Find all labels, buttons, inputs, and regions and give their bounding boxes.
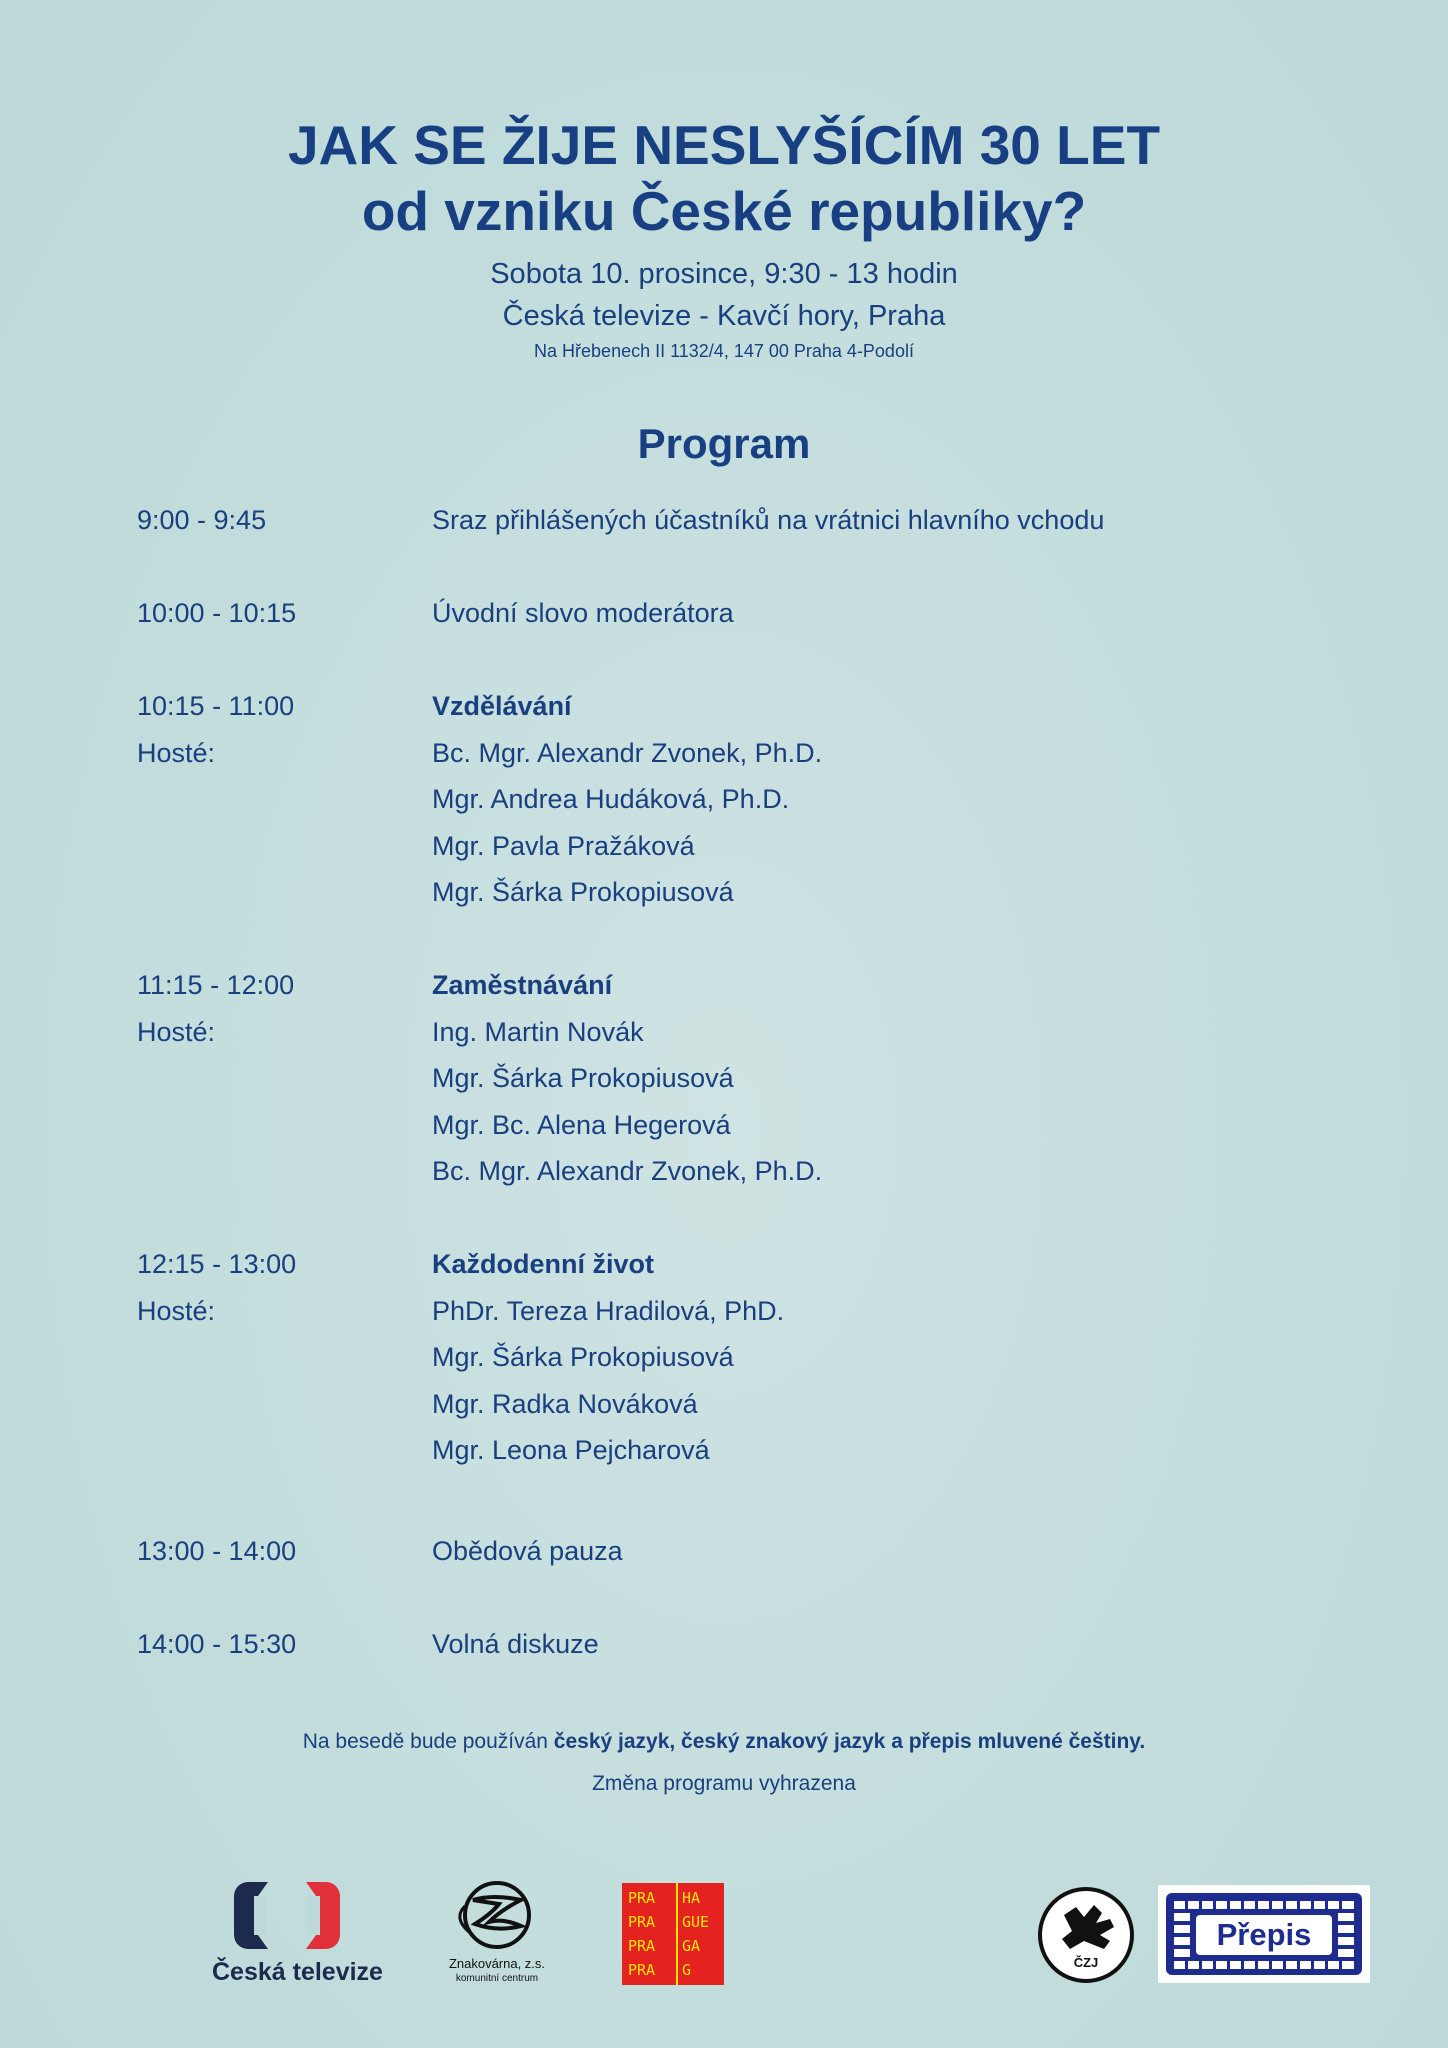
schedule-text: Obědová pauza <box>432 1535 623 1566</box>
guest-row <box>137 1055 1317 1102</box>
schedule-text: Volná diskuze <box>432 1628 599 1659</box>
guests-label: Hosté: <box>137 1295 216 1326</box>
guest-row <box>137 730 1317 777</box>
guest-name: Mgr. Pavla Pražáková <box>432 830 695 861</box>
guest-name: Ing. Martin Novák <box>432 1016 644 1047</box>
ct-logo-text: Česká televize <box>212 1958 383 1986</box>
praha-logo <box>622 1883 724 1985</box>
signing-hand-icon <box>1036 1885 1136 1985</box>
guest-row <box>137 1427 1317 1474</box>
guest-row <box>137 1334 1317 1381</box>
schedule-text: Úvodní slovo moderátora <box>432 598 734 628</box>
czj-text: ČZJ <box>1073 1955 1099 1970</box>
schedule-row <box>137 1621 1317 1668</box>
znakovarna-logo <box>437 1878 557 1990</box>
program-heading: Program <box>637 420 811 467</box>
schedule-time: 11:15 - 12:00 <box>137 970 295 1000</box>
guest-row <box>137 1288 1317 1335</box>
guest-name: Mgr. Andrea Hudáková, Ph.D. <box>432 784 790 814</box>
schedule-time: 10:00 - 10:15 <box>137 598 297 628</box>
session-topic: Zaměstnávání <box>432 970 613 1000</box>
guest-row <box>137 1381 1317 1428</box>
schedule-row <box>137 683 1317 730</box>
schedule <box>137 497 1317 1667</box>
schedule-time: 13:00 - 14:00 <box>137 1535 297 1566</box>
znakovarna-name: Znakovárna, z.s. <box>448 1956 546 1971</box>
schedule-time: 14:00 - 15:30 <box>137 1628 297 1659</box>
schedule-row <box>137 590 1317 637</box>
guest-name: Mgr. Leona Pejcharová <box>432 1435 710 1465</box>
schedule-text: Sraz přihlášených účastníků na vrátnici hlavního vchodu <box>432 505 1105 535</box>
title-line-2: od vzniku České republiky? <box>361 180 1087 242</box>
language-note-prefix: Na besedě bude používán <box>302 1730 554 1753</box>
guest-name: Mgr. Šárka Prokopiusová <box>432 1063 734 1093</box>
guest-row <box>137 776 1317 823</box>
schedule-time: 12:15 - 13:00 <box>137 1249 297 1279</box>
prepis-logo <box>1158 1885 1370 1983</box>
guest-name: PhDr. Tereza Hradilová, PhD. <box>432 1295 785 1326</box>
guest-name: Mgr. Radka Nováková <box>432 1388 698 1419</box>
guest-row <box>137 1148 1317 1195</box>
praha-logo-left: PRA PRA PRA PRA <box>622 1883 678 1985</box>
guest-row <box>137 869 1317 916</box>
guest-name: Mgr. Šárka Prokopiusová <box>432 877 734 907</box>
guests-label: Hosté: <box>137 1016 216 1047</box>
language-note-bold: český jazyk, český znakový jazyk a přepis mluvené češtiny. <box>553 1730 1146 1753</box>
znakovarna-icon <box>437 1878 557 1958</box>
guest-row <box>137 1009 1317 1056</box>
praha-logo-right: HA GUE GA G <box>682 1889 710 1979</box>
guest-name: Bc. Mgr. Alexandr Zvonek, Ph.D. <box>432 737 823 768</box>
event-venue: Česká televize - Kavčí hory, Praha <box>502 300 946 332</box>
guest-name: Bc. Mgr. Alexandr Zvonek, Ph.D. <box>432 1156 823 1186</box>
language-note <box>0 1730 1448 1754</box>
schedule-row <box>137 962 1317 1009</box>
change-note: Změna programu vyhrazena <box>592 1772 856 1795</box>
event-address: Na Hřebenech II 1132/4, 147 00 Praha 4-Podolí <box>534 341 914 361</box>
session-topic: Vzdělávání <box>432 691 572 721</box>
schedule-row <box>137 497 1317 544</box>
guest-row <box>137 1102 1317 1149</box>
guest-name: Mgr. Bc. Alena Hegerová <box>432 1109 731 1140</box>
czj-logo <box>1036 1885 1136 1985</box>
schedule-time: 10:15 - 11:00 <box>137 691 295 721</box>
session-topic: Každodenní život <box>432 1249 654 1279</box>
ceska-televize-logo <box>208 1880 393 1990</box>
znakovarna-subtitle: komunitní centrum <box>455 1973 539 1984</box>
prepis-text: Přepis <box>1216 1917 1312 1952</box>
guest-name: Mgr. Šárka Prokopiusová <box>432 1342 734 1372</box>
guests-label: Hosté: <box>137 737 216 768</box>
schedule-row <box>137 1528 1317 1575</box>
header <box>0 112 1448 364</box>
event-date: Sobota 10. prosince, 9:30 - 13 hodin <box>490 258 958 290</box>
schedule-row <box>137 1241 1317 1288</box>
page-title <box>0 112 1448 244</box>
title-line-1: JAK SE ŽIJE NESLYŠÍCÍM 30 LET <box>287 114 1161 176</box>
schedule-time: 9:00 - 9:45 <box>137 505 267 535</box>
guest-row <box>137 823 1317 870</box>
